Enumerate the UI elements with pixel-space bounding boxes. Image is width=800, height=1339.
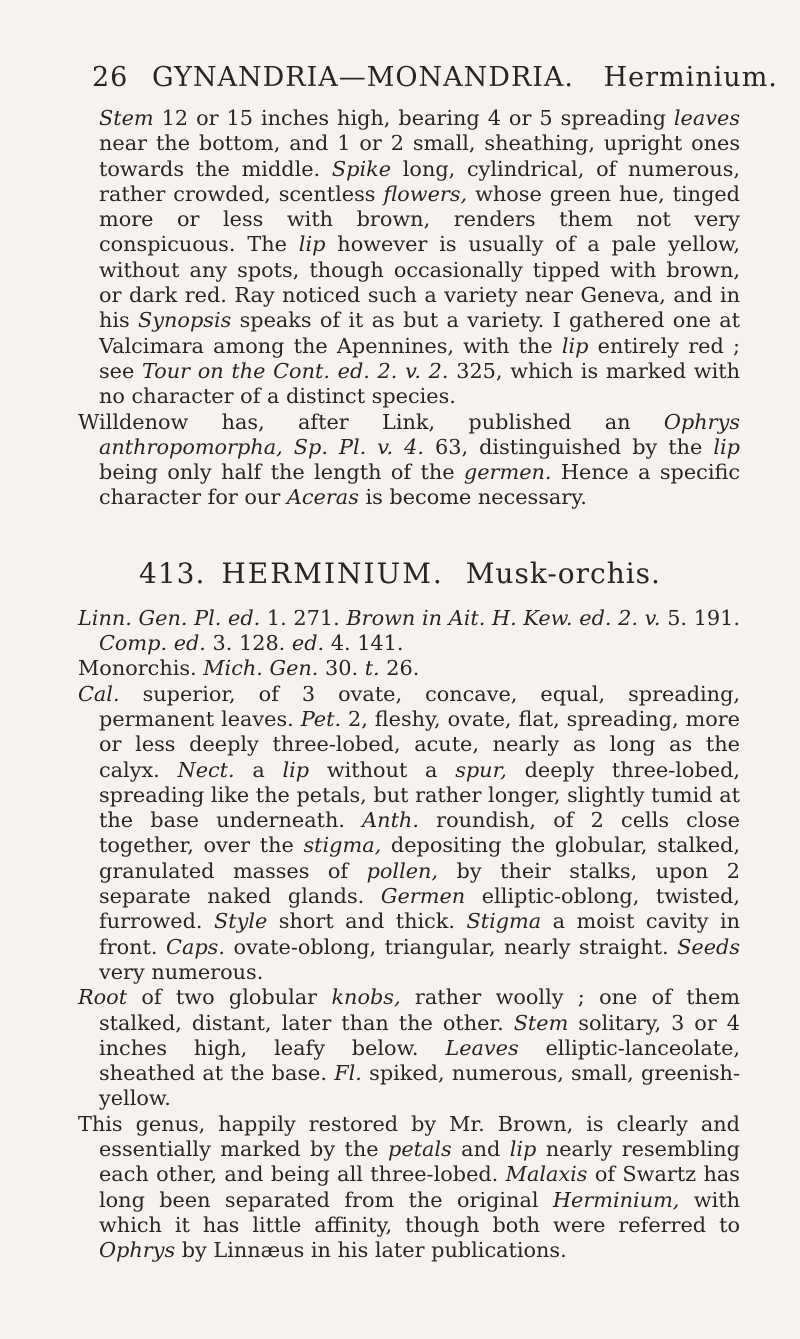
genus-number: 413. (139, 556, 206, 590)
page-number: 26 (92, 62, 129, 93)
section-title: GYNANDRIA—MONANDRIA. (151, 62, 575, 93)
running-head (92, 62, 778, 106)
paragraph-willdenow: Willdenow has, after Link, published an Ophrys anthropomorpha, Sp. Pl. v. 4. 63, distinguished by the lip being only half the length of the germen. Hence a specific character for our Aceras is become necessary. (78, 409, 741, 510)
paragraph-habit: Root of two globular knobs, rather woolly ; one of them stalked, distant, later than the other. Stem solitary, 3 or 4 inches high, leafy below. Leaves elliptic-lanceolate, sheathed at the base. Fl. spiked, numerous, small, greenish-yellow. (78, 985, 740, 1111)
paragraph-description: Stem 12 or 15 inches high, bearing 4 or 5 spreading leaves near the bottom, and 1 or 2 small, sheathing, upright ones towards the middle. Spike long, cylindrical, of numerous, rather crowded, scentless flowers, whose green hue, tinged more or less with brown, renders them not very conspicuous. The lip however is usually of a pale yellow, without any spots, though occasionally tipped with brown, or dark red. Ray noticed such a variety near Geneva, and in his Synopsis speaks of it as but a variety. I gathered one at Valcimara among the Apennines, with the lip entirely red ; see Tour on the Cont. ed. 2. v. 2. 325, which is marked with no character of a distinct species. (99, 106, 740, 409)
paragraph-citation-linnaeus: Linn. Gen. Pl. ed. 1. 271. Brown in Ait. H. Kew. ed. 2. v. 5. 191. Comp. ed. 3. 128. ed. 4. 141. (78, 605, 741, 656)
paragraph-generic-character: Cal. superior, of 3 ovate, concave, equal, spreading, permanent leaves. Pet. 2, fleshy, ovate, flat, spreading, more or less deeply three-lobed, acute, nearly as long as the calyx. Nect. a lip without a spur, deeply three-lobed, spreading like the petals, but rather longer, slightly tumid at the base underneath. Anth. roundish, of 2 cells close together, over the stigma, depositing the globular, stalked, granulated masses of pollen, by their stalks, upon 2 separate naked glands. Germen elliptic-oblong, twisted, furrowed. Style short and thick. Stigma a moist cavity in front. Caps. ovate-oblong, triangular, nearly straight. Seeds very numerous. (78, 681, 741, 984)
genus-name: HERMINIUM. (221, 556, 444, 590)
genus-common-name: Musk-orchis. (465, 556, 661, 590)
genus-heading (30, 557, 740, 590)
running-genus: Herminium. (603, 62, 778, 93)
paragraph-citation-micheli: Monorchis. Mich. Gen. 30. t. 26. (78, 656, 420, 681)
paragraph-remarks: This genus, happily restored by Mr. Brown, is clearly and essentially marked by the petals and lip nearly resembling each other, and being all three-lobed. Malaxis of Swartz has long been separated from the original Herminium, with which it has little affinity, though both were referred to Ophrys by Linnæus in his later publications. (78, 1111, 740, 1263)
